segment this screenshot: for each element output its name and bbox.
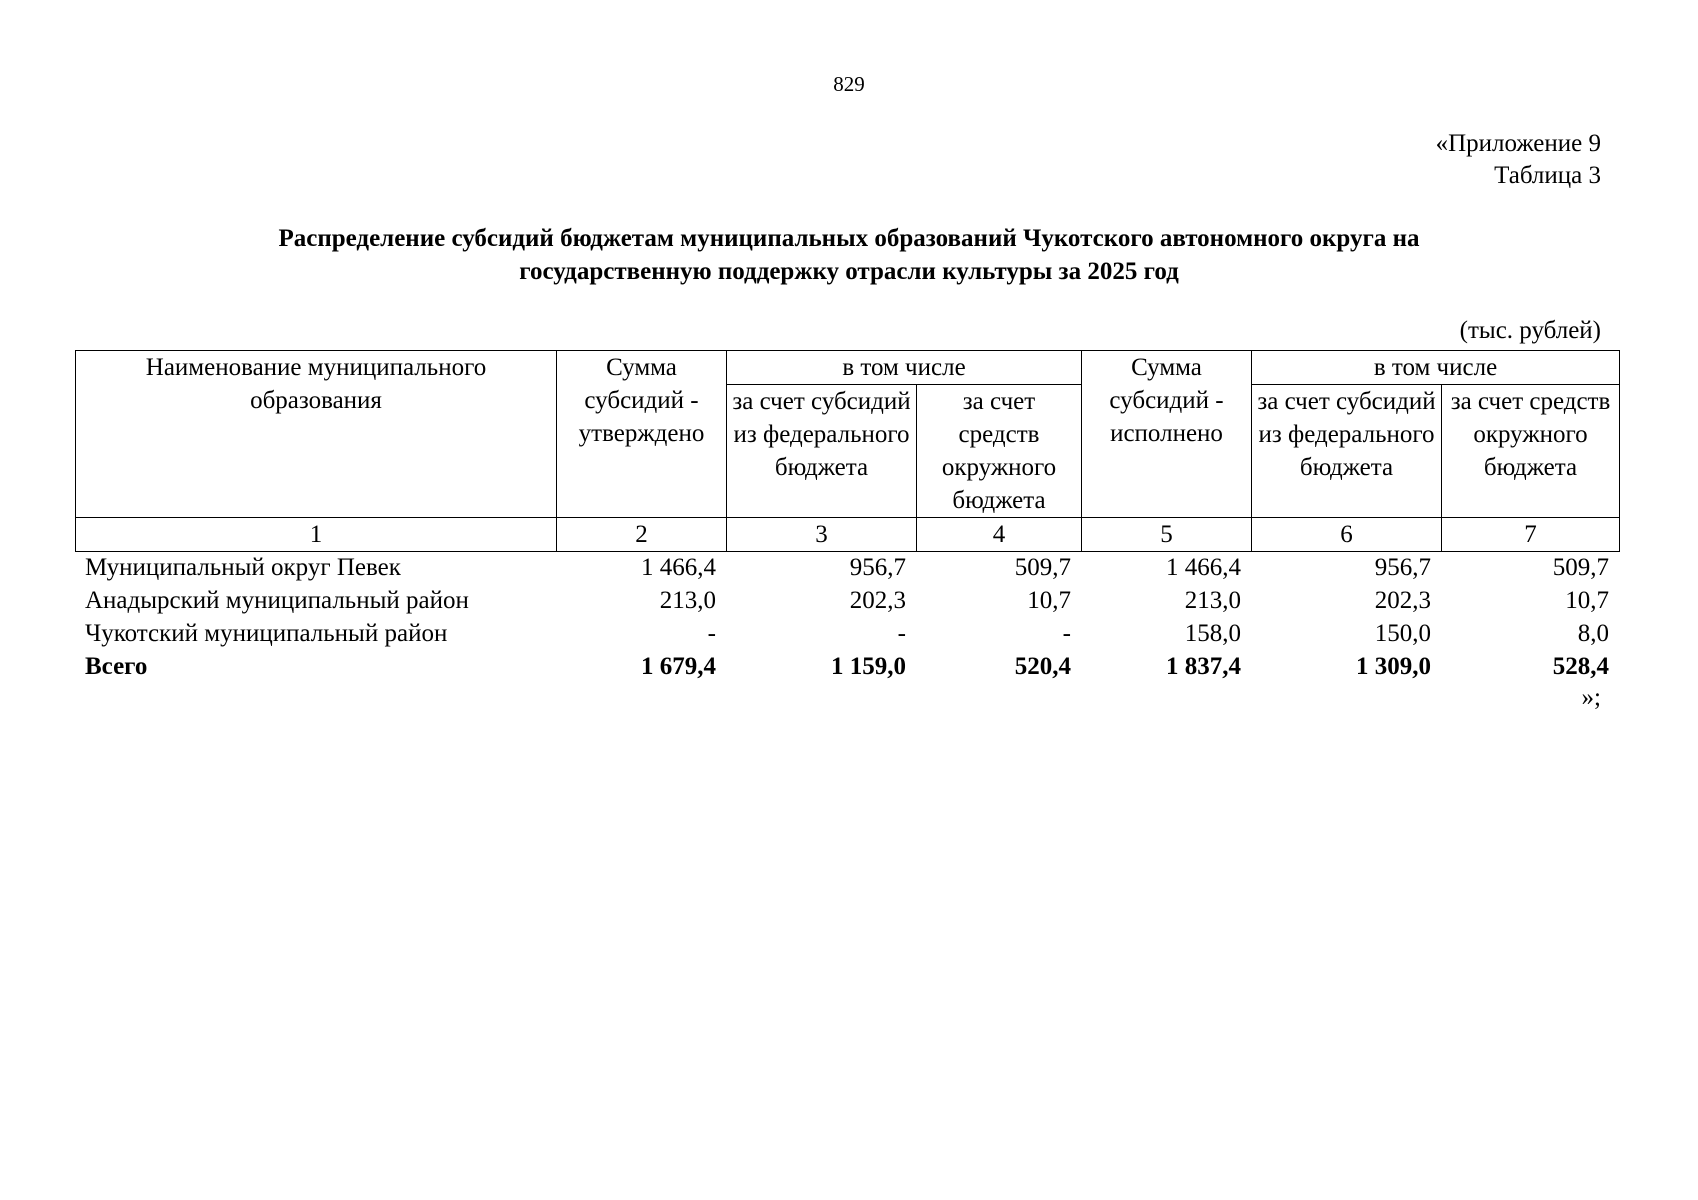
municipality-name: Анадырский муниципальный район: [85, 587, 469, 614]
value-cell: -: [707, 620, 716, 647]
total-value: 1 159,0: [831, 653, 906, 680]
total-value: 1 679,4: [641, 653, 716, 680]
appendix-label: «Приложение 9: [1435, 130, 1601, 157]
table-row: [75, 551, 1619, 584]
value-cell: 1 466,4: [641, 554, 716, 581]
header-federal-approved: за счет субсидий из федерального бюджета: [727, 385, 917, 518]
data-table: [75, 551, 1619, 683]
header-sum-approved: Сумма субсидий - утверждено: [557, 351, 727, 518]
header-okrug-executed: за счет средств окружного бюджета: [1442, 385, 1620, 518]
total-value: 1 309,0: [1356, 653, 1431, 680]
column-number: 5: [1082, 518, 1252, 552]
appendix-reference: [1436, 128, 1601, 192]
column-number: 4: [917, 518, 1082, 552]
value-cell: 202,3: [1374, 587, 1431, 614]
value-cell: 10,7: [1565, 587, 1609, 614]
header-including-executed: в том числе: [1252, 351, 1620, 385]
table-label: Таблица 3: [1494, 162, 1601, 189]
value-cell: -: [1062, 620, 1071, 647]
header-name: Наименование муниципального образования: [76, 351, 557, 518]
column-number: 7: [1442, 518, 1620, 552]
column-number: 1: [76, 518, 557, 552]
document-title-line-1: Распределение субсидий бюджетам муниципальных образований Чукотского автономного округа на: [278, 225, 1420, 252]
table-header: [75, 350, 1620, 552]
value-cell: 956,7: [1374, 554, 1431, 581]
municipality-name: Муниципальный округ Певек: [85, 554, 401, 581]
column-number: 6: [1252, 518, 1442, 552]
table-row: [75, 584, 1619, 617]
total-value: 520,4: [1014, 653, 1071, 680]
column-number: 3: [727, 518, 917, 552]
value-cell: 202,3: [849, 587, 906, 614]
value-cell: -: [897, 620, 906, 647]
total-row: [75, 650, 1619, 683]
header-okrug-approved: за счет средств окружного бюджета: [917, 385, 1082, 518]
document-title-line-2: государственную поддержку отрасли культуры за 2025 год: [519, 258, 1179, 285]
total-value: 1 837,4: [1166, 653, 1241, 680]
units-label: (тыс. рублей): [1459, 317, 1601, 344]
value-cell: 956,7: [849, 554, 906, 581]
header-federal-executed: за счет субсидий из федерального бюджета: [1252, 385, 1442, 518]
value-cell: 509,7: [1014, 554, 1071, 581]
value-cell: 158,0: [1184, 620, 1241, 647]
header-row-1: [76, 351, 1620, 385]
value-cell: 150,0: [1374, 620, 1431, 647]
document-title: [150, 222, 1548, 288]
column-number: 2: [557, 518, 727, 552]
header-including-approved: в том числе: [727, 351, 1082, 385]
value-cell: 213,0: [659, 587, 716, 614]
value-cell: 509,7: [1552, 554, 1609, 581]
column-number-row: [76, 518, 1620, 552]
closing-quote: »;: [1581, 684, 1601, 711]
value-cell: 213,0: [1184, 587, 1241, 614]
value-cell: 8,0: [1577, 620, 1609, 647]
page-number: 829: [833, 72, 865, 96]
value-cell: 10,7: [1027, 587, 1071, 614]
value-cell: 1 466,4: [1166, 554, 1241, 581]
total-value: 528,4: [1552, 653, 1609, 680]
header-sum-executed: Сумма субсидий - исполнено: [1082, 351, 1252, 518]
total-label: Всего: [85, 653, 148, 680]
municipality-name: Чукотский муниципальный район: [85, 620, 448, 647]
table-row: [75, 617, 1619, 650]
